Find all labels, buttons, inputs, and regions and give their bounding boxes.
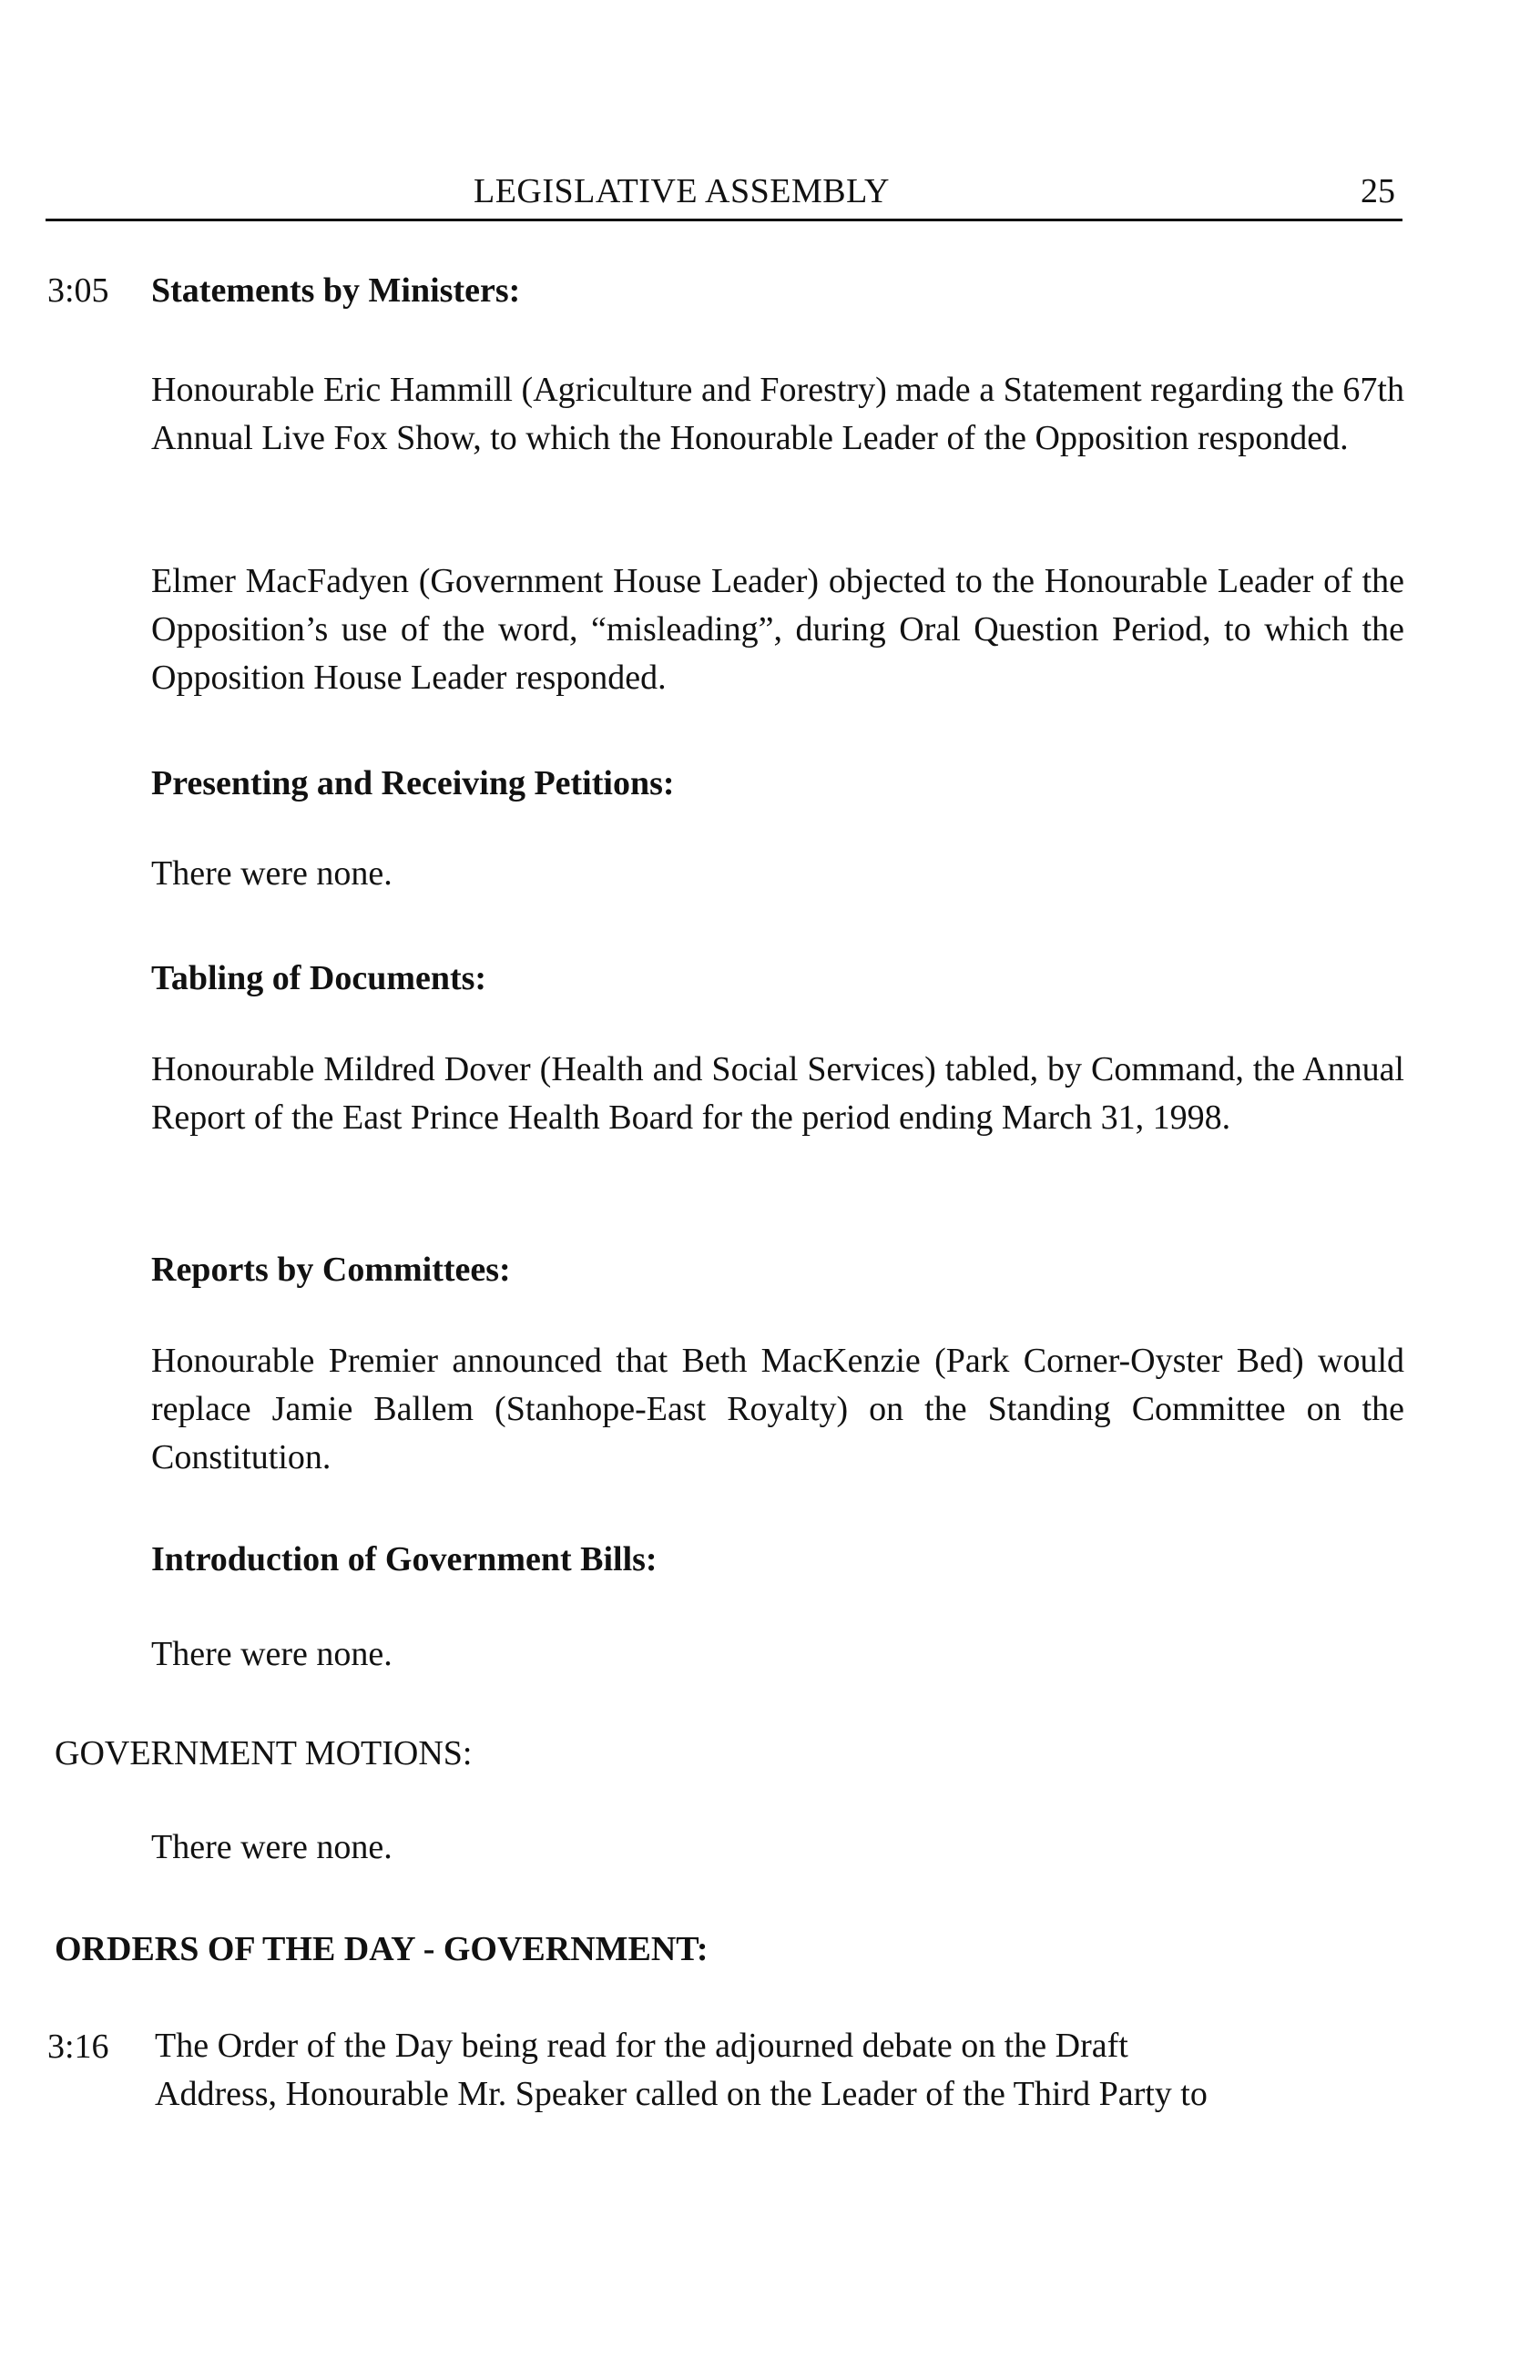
- section-heading-documents: Tabling of Documents:: [151, 959, 487, 997]
- section-heading-statements: Statements by Ministers:: [151, 271, 521, 310]
- orders-line: Address, Honourable Mr. Speaker called on the Leader of the Third Party to: [155, 2075, 1208, 2113]
- page-number: 25: [1361, 172, 1395, 210]
- orders-line: The Order of the Day being read for the adjourned debate on the Draft: [155, 2027, 1128, 2065]
- running-title: LEGISLATIVE ASSEMBLY: [474, 172, 890, 210]
- petitions-text: There were none.: [151, 854, 393, 893]
- statement-paragraph: Honourable Eric Hammill (Agriculture and Forestry) made a Statement regarding the 67th Annual Live Fox Show, to which the Honourable Leader of the Opposition responded.: [151, 371, 1404, 457]
- bills-text: There were none.: [151, 1635, 393, 1673]
- government-motions-text: There were none.: [151, 1828, 393, 1866]
- section-heading-petitions: Presenting and Receiving Petitions:: [151, 764, 675, 802]
- time-stamp: 3:16: [47, 2028, 109, 2066]
- section-heading-government-motions: GOVERNMENT MOTIONS:: [55, 1734, 473, 1772]
- statement-paragraph: Elmer MacFadyen (Government House Leader) objected to the Honourable Leader of the Opposition’s use of the word, “misleading”, during Oral Question Period, to which the Opposition House Leader responded.: [151, 562, 1404, 697]
- time-stamp: 3:05: [47, 271, 109, 310]
- section-heading-committees: Reports by Committees:: [151, 1251, 511, 1289]
- section-heading-orders: ORDERS OF THE DAY - GOVERNMENT:: [55, 1930, 709, 1968]
- documents-paragraph: Honourable Mildred Dover (Health and Social Services) tabled, by Command, the Annual Report of the East Prince Health Board for the period ending March 31, 1998.: [151, 1050, 1404, 1137]
- section-heading-bills: Introduction of Government Bills:: [151, 1540, 658, 1578]
- committees-paragraph: Honourable Premier announced that Beth MacKenzie (Park Corner-Oyster Bed) would replace Jamie Ballem (Stanhope-East Royalty) on the Standing Committee on the Constitution.: [151, 1342, 1404, 1476]
- running-header: [46, 171, 1402, 221]
